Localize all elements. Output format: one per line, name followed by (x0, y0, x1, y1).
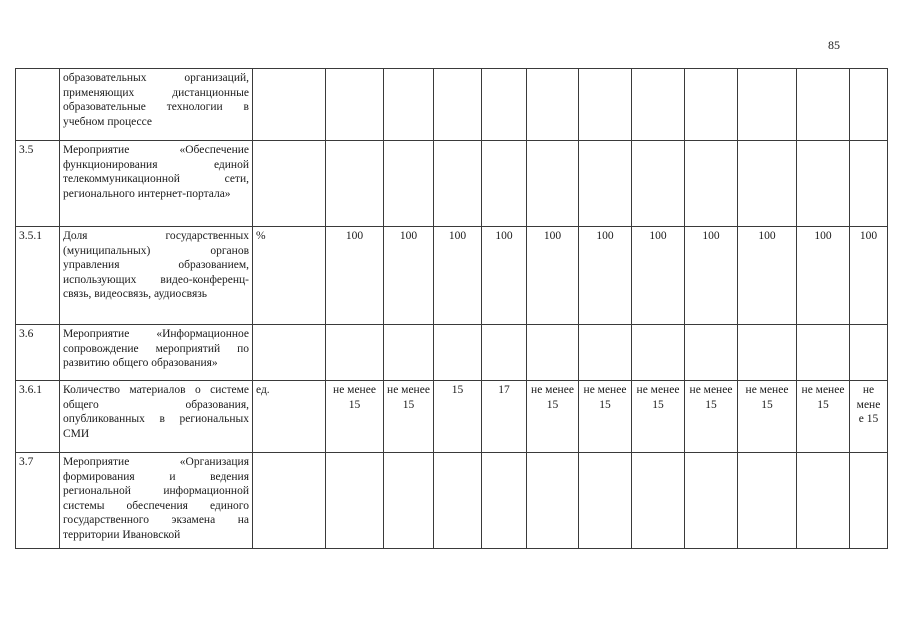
value-cell (384, 325, 434, 381)
value-cell (685, 141, 738, 227)
unit-cell (253, 141, 326, 227)
value-cell (527, 141, 579, 227)
value-cell (434, 69, 482, 141)
table-row (16, 69, 888, 141)
table-row (16, 381, 888, 453)
value-cell: 100 (384, 227, 434, 325)
value-cell (326, 69, 384, 141)
description-cell: Мероприятие «Информационное сопровождение мероприятий по развитию общего образования» (60, 325, 253, 381)
value-cell: 15 (434, 381, 482, 453)
value-cell: 100 (797, 227, 850, 325)
value-cell (685, 453, 738, 549)
value-cell: 17 (482, 381, 527, 453)
value-cell (434, 453, 482, 549)
value-cell: 100 (632, 227, 685, 325)
table-body (16, 69, 888, 549)
value-cell: 100 (482, 227, 527, 325)
value-cell (482, 453, 527, 549)
value-cell (738, 141, 797, 227)
table-row (16, 227, 888, 325)
value-cell: не менее 15 (579, 381, 632, 453)
value-cell: не менее 15 (685, 381, 738, 453)
value-cell (850, 453, 888, 549)
value-cell (482, 325, 527, 381)
row-number-cell: 3.7 (16, 453, 60, 549)
value-cell (579, 325, 632, 381)
value-cell (527, 453, 579, 549)
table-row (16, 325, 888, 381)
value-cell (632, 69, 685, 141)
description-cell: образовательных организаций, применяющих дистанционные образовательные технологии в учебном процессе (60, 69, 253, 141)
value-cell: 100 (685, 227, 738, 325)
page-number: 85 (828, 38, 840, 52)
value-cell: не менее 15 (797, 381, 850, 453)
value-cell (797, 325, 850, 381)
value-cell: 100 (579, 227, 632, 325)
value-cell (685, 69, 738, 141)
value-cell (326, 453, 384, 549)
description-cell: Количество материалов о системе общего образования, опубликованных в региональных СМИ (60, 381, 253, 453)
value-cell (384, 141, 434, 227)
row-number-cell: 3.6 (16, 325, 60, 381)
value-cell (384, 453, 434, 549)
value-cell (632, 453, 685, 549)
value-cell (685, 325, 738, 381)
value-cell: 100 (527, 227, 579, 325)
value-cell (579, 453, 632, 549)
value-cell (527, 325, 579, 381)
value-cell: не менее 15 (527, 381, 579, 453)
unit-cell (253, 453, 326, 549)
value-cell (797, 141, 850, 227)
value-cell (738, 325, 797, 381)
value-cell (326, 141, 384, 227)
value-cell (738, 453, 797, 549)
value-cell (850, 69, 888, 141)
value-cell (579, 69, 632, 141)
table-row (16, 141, 888, 227)
value-cell (579, 141, 632, 227)
value-cell (850, 325, 888, 381)
value-cell (326, 325, 384, 381)
value-cell: не мене е 15 (850, 381, 888, 453)
description-cell: Доля государственных (муниципальных) органов управления образованием, использующих видео-конференц-связь, видеосвязь, аудиосвязь (60, 227, 253, 325)
value-cell: не менее 15 (632, 381, 685, 453)
value-cell (527, 69, 579, 141)
value-cell: 100 (326, 227, 384, 325)
description-cell: Мероприятие «Организация формирования и ведения региональной информационной системы обеспечения единого государственного экзамена на территории Ивановской (60, 453, 253, 549)
value-cell: не менее 15 (326, 381, 384, 453)
value-cell (632, 141, 685, 227)
unit-cell (253, 69, 326, 141)
value-cell (797, 69, 850, 141)
value-cell (797, 453, 850, 549)
value-cell (482, 141, 527, 227)
row-number-cell (16, 69, 60, 141)
unit-cell: % (253, 227, 326, 325)
row-number-cell: 3.5 (16, 141, 60, 227)
row-number-cell: 3.5.1 (16, 227, 60, 325)
value-cell (738, 69, 797, 141)
value-cell (850, 141, 888, 227)
value-cell (482, 69, 527, 141)
value-cell (434, 141, 482, 227)
value-cell (384, 69, 434, 141)
value-cell: не менее 15 (384, 381, 434, 453)
value-cell: 100 (850, 227, 888, 325)
value-cell: не менее 15 (738, 381, 797, 453)
value-cell (434, 325, 482, 381)
indicators-table (15, 68, 888, 549)
unit-cell: ед. (253, 381, 326, 453)
value-cell (632, 325, 685, 381)
description-cell: Мероприятие «Обеспечение функционирования единой телекоммуникационной сети, регионального интернет-портала» (60, 141, 253, 227)
value-cell: 100 (434, 227, 482, 325)
row-number-cell: 3.6.1 (16, 381, 60, 453)
unit-cell (253, 325, 326, 381)
value-cell: 100 (738, 227, 797, 325)
table-row (16, 453, 888, 549)
